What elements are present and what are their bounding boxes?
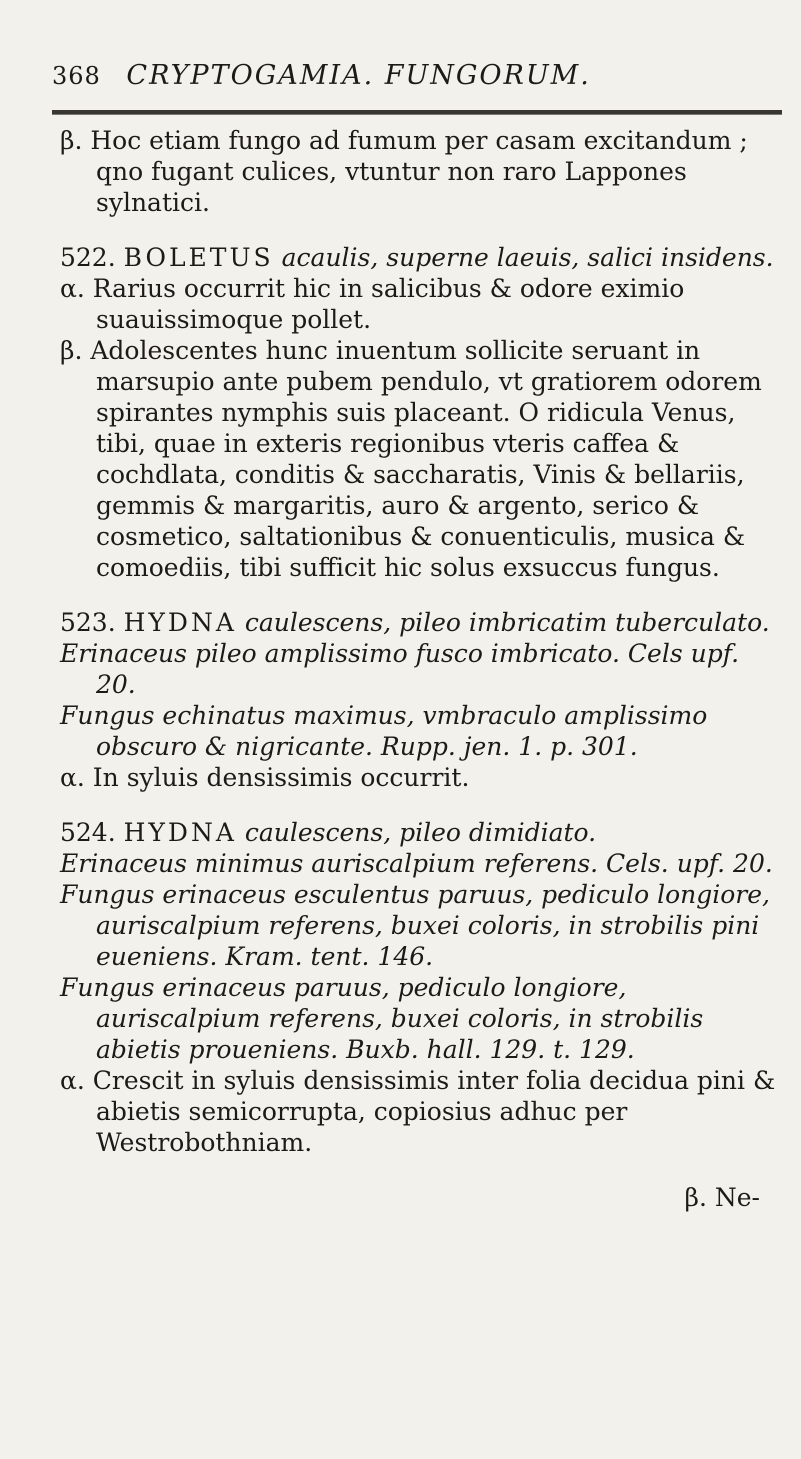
entry-523 — [60, 607, 780, 793]
running-header — [52, 60, 772, 91]
entry-continuation — [60, 125, 780, 218]
header-rule — [52, 110, 782, 115]
synonym: Fungus erinaceus esculentus paruus, pediculo longiore, auriscalpium referens, buxei coloris, in strobilis pini eueniens. Kram. tent. 146. — [60, 880, 770, 971]
note-paragraph: α. In syluis densissimis occurrit. — [60, 763, 470, 792]
entry-heading — [60, 607, 780, 638]
text-body — [60, 125, 780, 1213]
note-paragraph: β. Adolescentes hunc inuentum sollicite seruant in marsupio ante pubem pendulo, vt gratiorem odorem spirantes nymphis suis placeant. O ridicula Venus, tibi, quae in exteris regionibus vteris caffea & cochdlata, conditis & saccharatis, Vinis & bellariis, gemmis & margaritis, auro & argento, serico & cosmetico, saltationibus & conuenticulis, musica & comoediis, tibi sufficit hic solus exsuccus fungus. — [60, 336, 762, 582]
entry-524 — [60, 817, 780, 1158]
synonym: Fungus erinaceus paruus, pediculo longiore, auriscalpium referens, buxei coloris, in strobilis abietis proueniens. Buxb. hall. 129. t. 129. — [60, 973, 704, 1064]
note-paragraph: α. Rarius occurrit hic in salicibus & odore eximio suauissimoque pollet. — [60, 274, 685, 334]
diagnosis: caulescens, pileo dimidiato. — [244, 818, 597, 847]
entry-number: 524. — [60, 818, 116, 847]
genus-name: HYDNA — [123, 608, 237, 637]
entry-number: 522. — [60, 243, 116, 272]
page-number: 368 — [52, 62, 101, 90]
entry-heading — [60, 817, 780, 848]
synonym: Fungus echinatus maximus, vmbraculo amplissimo obscuro & nigricante. Rupp. jen. 1. p. 301. — [60, 701, 708, 761]
note-paragraph: β. Hoc etiam fungo ad fumum per casam excitandum ; qno fugant culices, vtuntur non raro Lappones sylnatici. — [60, 126, 748, 217]
entry-heading — [60, 242, 780, 273]
synonym: Erinaceus pileo amplissimo fusco imbricato. Cels upf. 20. — [60, 639, 740, 699]
running-title: CRYPTOGAMIA. FUNGORUM. — [126, 60, 591, 91]
diagnosis: acaulis, superne laeuis, salici insidens. — [281, 243, 774, 272]
note-paragraph: α. Crescit in syluis densissimis inter folia decidua pini & abietis semicorrupta, copiosius adhuc per Westrobothniam. — [60, 1066, 776, 1157]
catchword: β. Ne- — [684, 1183, 760, 1212]
entry-522 — [60, 242, 780, 583]
diagnosis: caulescens, pileo imbricatim tuberculato. — [244, 608, 770, 637]
genus-name: HYDNA — [123, 818, 237, 847]
synonym: Erinaceus minimus auriscalpium referens. Cels. upf. 20. — [60, 849, 773, 878]
entry-number: 523. — [60, 608, 116, 637]
genus-name: BOLETUS — [123, 243, 274, 272]
